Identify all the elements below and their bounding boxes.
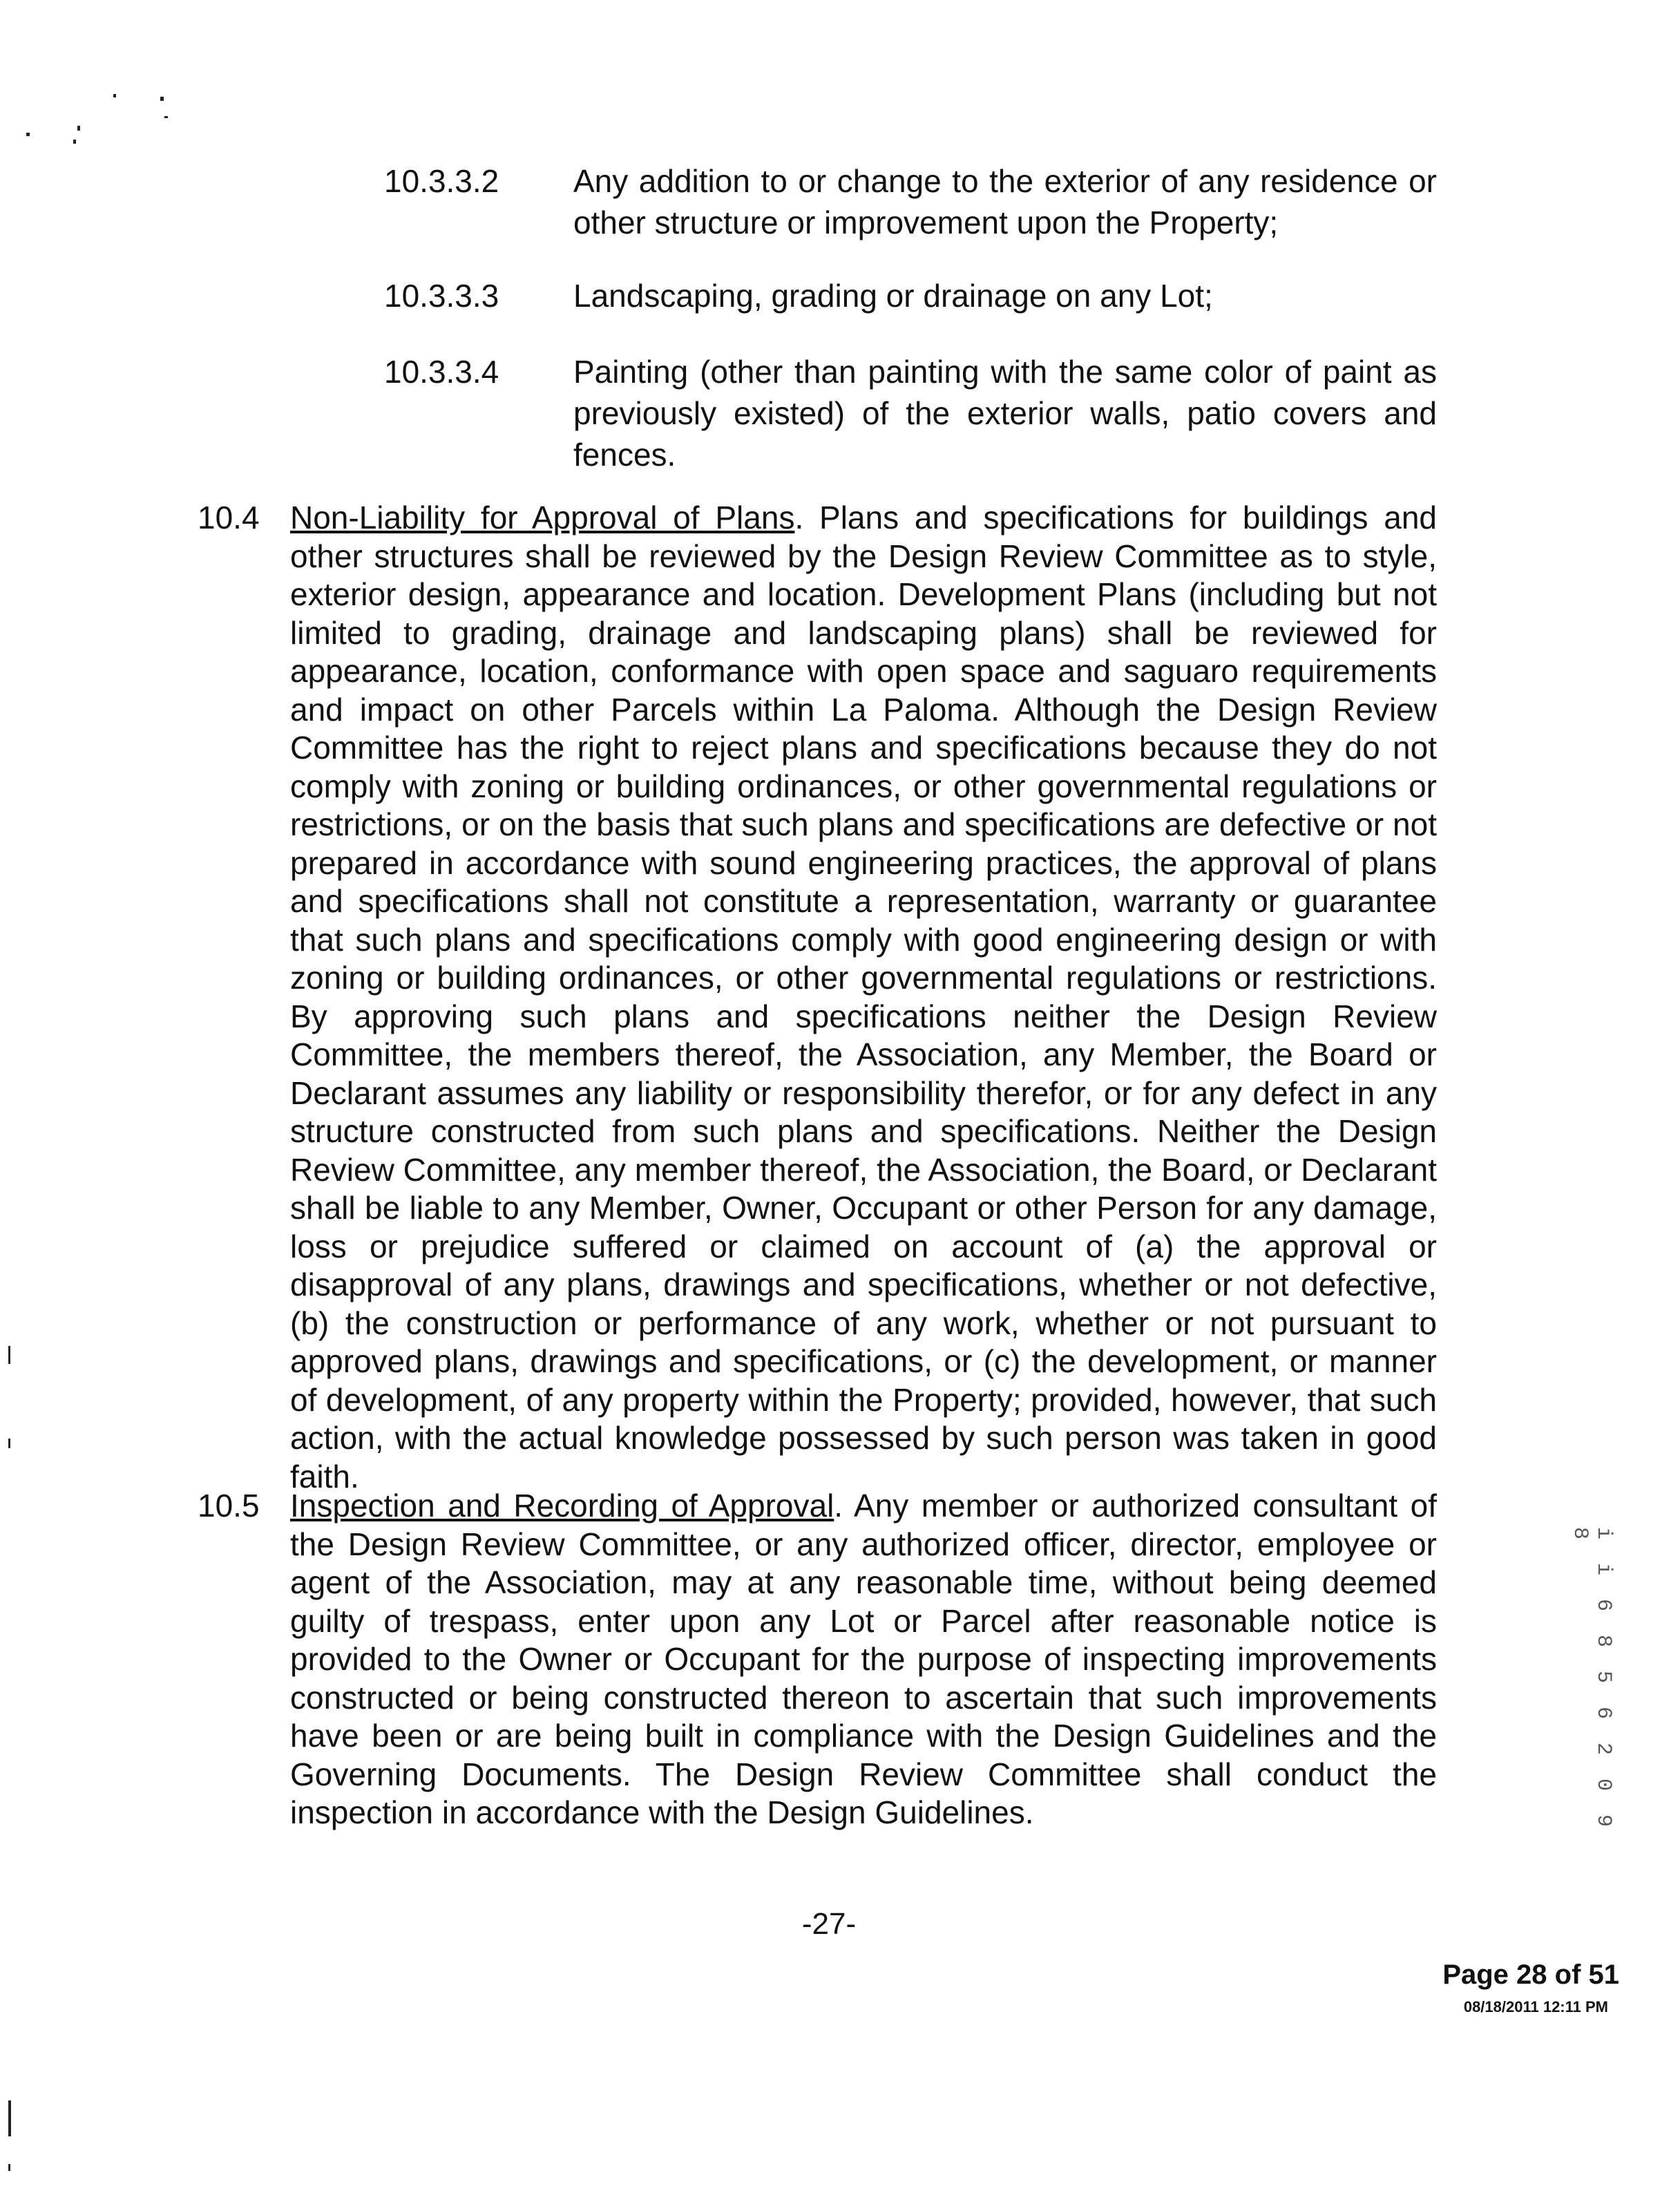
timestamp: 08/18/2011 12:11 PM: [1463, 1998, 1608, 2015]
scan-speck: [164, 116, 168, 118]
section-paragraph: [290, 499, 1437, 1496]
subitem-number: 10.3.3.4: [384, 354, 499, 390]
section-number: 10.5: [198, 1488, 260, 1524]
page-count: Page 28 of 51: [1442, 1959, 1619, 1990]
margin-mark: [8, 2100, 11, 2136]
margin-mark: [8, 2164, 10, 2171]
recording-docket-number: [1568, 1527, 1615, 1859]
section-paragraph: [290, 1487, 1437, 1832]
scan-speck: [73, 140, 76, 144]
scan-speck: [26, 133, 30, 136]
subitem-text: Landscaping, grading or drainage on any Lot;: [573, 278, 1213, 314]
page-number: -27-: [801, 1907, 857, 1941]
docket-text: i i 6 8 5 6 2 0 9 8: [1568, 1527, 1615, 1833]
section-body-text: . Any member or authorized consultant of the Design Review Committee, or any authorized officer, director, employee or agent of the Association, may at any reasonable time, without being deemed guilty of trespass, enter upon any Lot or Parcel after reasonable notice is provided to the Owner or Occupant for the purpose of inspecting improvements constructed or being constructed thereon to ascertain that such improvements have been or are being built in compliance with the Design Guidelines and the Governing Documents. The Design Review Committee shall conduct the inspection in accordance with the Design Guidelines.: [290, 1488, 1437, 1830]
section-heading: Non-Liability for Approval of Plans: [290, 500, 795, 535]
margin-mark: [8, 1346, 10, 1364]
scan-speck: [160, 97, 164, 101]
section-body-text: . Plans and specifications for buildings and other structures shall be reviewed by the Design Review Committee as to style, exterior design, appearance and location. Development Plans (including but not limited to grading, drainage and landscaping plans) shall be reviewed for appearance, location, conformance with open space and saguaro requirements and impact on other Parcels within La Paloma. Although the Design Review Committee has the right to reject plans and specifications because they do not comply with zoning or building ordinances, or other governmental regulations or restrictions, or on the basis that such plans and specifications are defective or not prepared in accordance with sound engineering practices, the approval of plans and specifications shall not constitute a representation, warranty or guarantee that such plans and specifications comply with good engineering design or with zoning or building ordinances, or other governmental regulations or restrictions. By approving such plans and specifications neither the Design Review Committee, the members thereof, the Association, any Member, the Board or Declarant assumes any liability or responsibility therefor, or for any defect in any structure constructed from such plans and specifications. Neither the Design Review Committee, any member thereof, the Association, the Board, or Declarant shall be liable to any Member, Owner, Occupant or other Person for any damage, loss or prejudice suffered or claimed on account of (a) the approval or disapproval of any plans, drawings and specifications, whether or not defective, (b) the construction or performance of any work, whether or not pursuant to approved plans, drawings and specifications, or (c) the development, or manner of development, of any property within the Property; provided, however, that such action, with the actual knowledge possessed by such person was taken in good faith.: [290, 500, 1438, 1494]
scan-speck: [77, 126, 80, 131]
subitem-number: 10.3.3.2: [384, 163, 499, 199]
section-heading: Inspection and Recording of Approval: [290, 1488, 834, 1524]
subitem-text: Any addition to or change to the exterior of any residence or other structure or improvement upon the Property;: [573, 163, 1437, 240]
margin-mark: [8, 1439, 10, 1448]
subitem-number: 10.3.3.3: [384, 278, 499, 314]
section-number: 10.4: [198, 500, 260, 535]
subitem-text: Painting (other than painting with the same color of paint as previously existed) of the exterior walls, patio covers and fences.: [573, 354, 1437, 473]
scan-speck: [113, 94, 116, 97]
